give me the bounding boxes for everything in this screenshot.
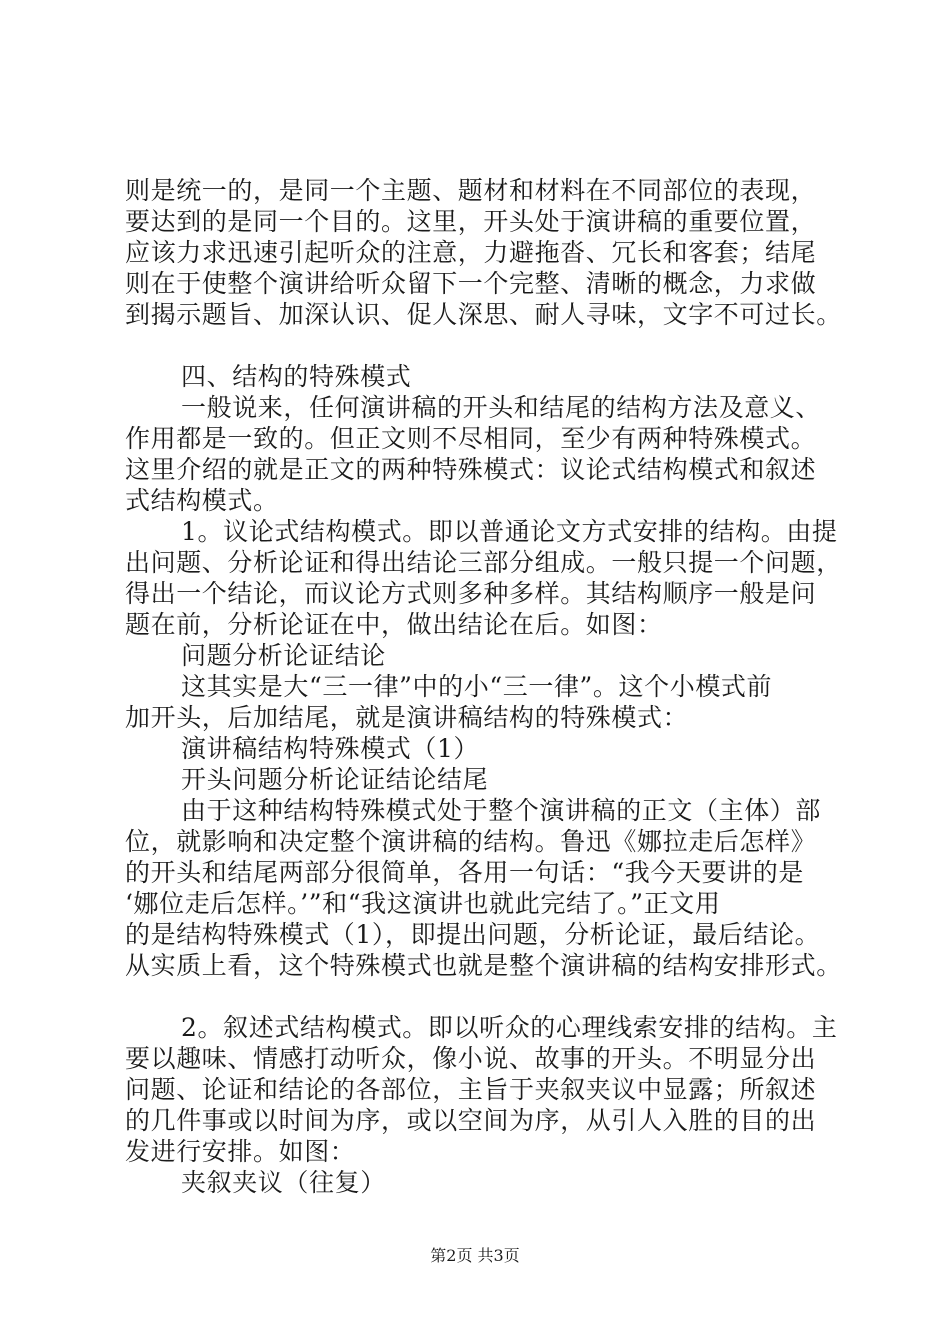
text-line: 要以趣味、情感打动听众，像小说、故事的开头。不明显分出 [125, 1044, 817, 1073]
paragraph-gap [125, 981, 845, 1012]
text-line: 这里介绍的就是正文的两种特殊模式：议论式结构模式和叙述 [125, 455, 817, 484]
text-line: 一般说来，任何演讲稿的开头和结尾的结构方法及意义、 [181, 393, 822, 422]
text-line: 由于这种结构特殊模式处于整个演讲稿的正文（主体）部 [181, 796, 822, 825]
text-line: 的开头和结尾两部分很简单，各用一句话：“我今天要讲的是 [125, 858, 804, 887]
text-line: 2。叙述式结构模式。即以听众的心理线索安排的结构。主 [181, 1013, 838, 1042]
text-line: 从实质上看，这个特殊模式也就是整个演讲稿的结构安排形式。 [125, 951, 842, 980]
text-line: 则在于使整个演讲给听众留下一个完整、清晰的概念，力求做 [125, 269, 817, 298]
text-line: 发进行安排。如图： [125, 1137, 356, 1166]
text-line: 作用都是一致的。但正文则不尽相同，至少有两种特殊模式。 [125, 424, 817, 453]
diagram-caption: 夹叙夹议（往复） [181, 1168, 386, 1197]
document-body [125, 175, 845, 1198]
page-number-footer: 第2页 共3页 [430, 1246, 520, 1265]
text-line: 1。议论式结构模式。即以普通论文方式安排的结构。由提 [181, 517, 838, 546]
text-line: 加开头，后加结尾，就是演讲稿结构的特殊模式： [125, 703, 689, 732]
text-line: 出问题、分析论证和得出结论三部分组成。一般只提一个问题， [125, 548, 842, 577]
text-line: 问题、论证和结论的各部位，主旨于夹叙夹议中显露；所叙述 [125, 1075, 817, 1104]
diagram-caption: 问题分析论证结论 [181, 641, 386, 670]
text-line: 到揭示题旨、加深认识、促人深思、耐人寻味，文字不可过长。 [125, 300, 842, 329]
text-line: ‘娜位走后怎样。’”和“我这演讲也就此完结了。”正文用 [125, 889, 721, 918]
diagram-caption: 开头问题分析论证结论结尾 [181, 765, 489, 794]
text-line: 的是结构特殊模式（1），即提出问题，分析论证，最后结论。 [125, 920, 821, 949]
text-line: 应该力求迅速引起听众的注意，力避拖沓、冗长和客套；结尾 [125, 238, 817, 267]
text-line: 要达到的是同一个目的。这里，开头处于演讲稿的重要位置， [125, 207, 817, 236]
paragraph-gap [125, 330, 845, 361]
diagram-caption: 演讲稿结构特殊模式（1） [181, 734, 480, 763]
text-line: 这其实是大“三一律”中的小“三一律”。这个小模式前 [181, 672, 773, 701]
text-line: 题在前，分析论证在中，做出结论在后。如图： [125, 610, 663, 639]
text-line: 的几件事或以时间为序，或以空间为序，从引人入胜的目的出 [125, 1106, 817, 1135]
text-line: 得出一个结论，而议论方式则多种多样。其结构顺序一般是问 [125, 579, 817, 608]
text-line: 位，就影响和决定整个演讲稿的结构。鲁迅《娜拉走后怎样》 [125, 827, 817, 856]
section-heading: 四、结构的特殊模式 [181, 362, 412, 391]
text-line: 式结构模式。 [125, 486, 279, 515]
text-line: 则是统一的，是同一个主题、题材和材料在不同部位的表现， [125, 176, 817, 205]
